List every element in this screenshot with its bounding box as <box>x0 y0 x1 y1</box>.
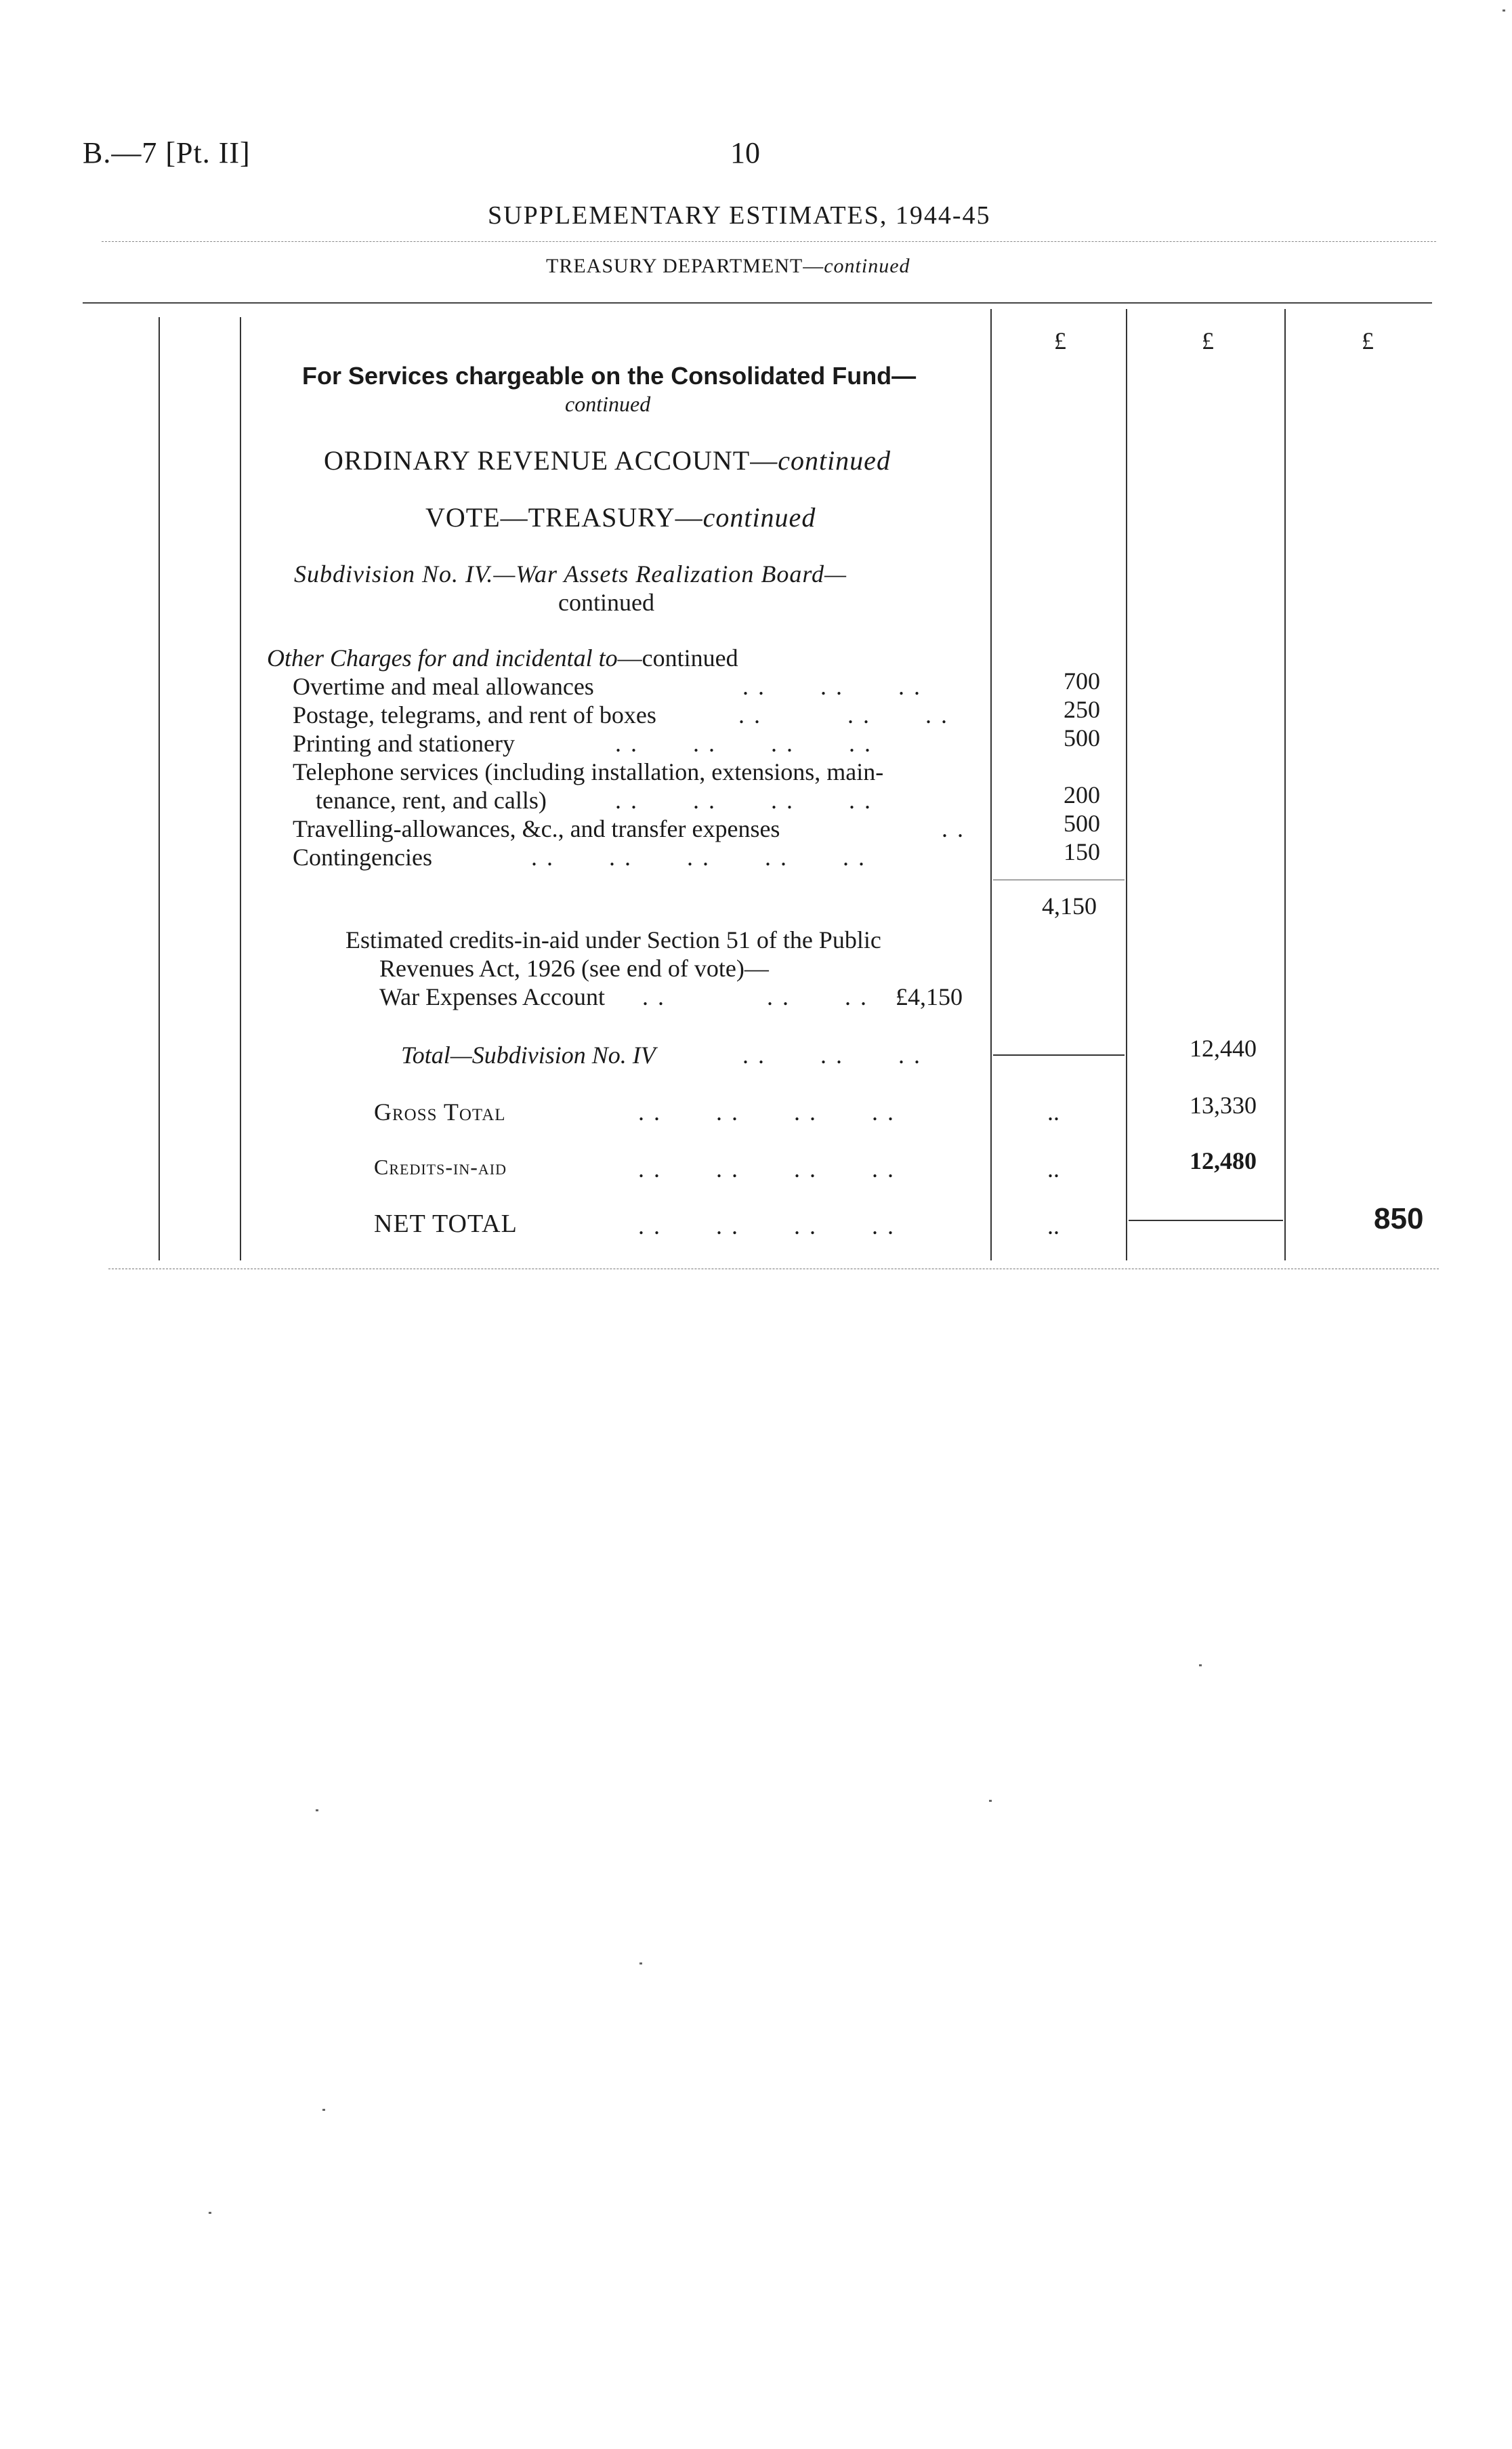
scan-speck <box>316 1809 318 1811</box>
subdivision-total-label: Total—Subdivision No. IV <box>401 1042 656 1069</box>
leader-dots: .. .. .. .. <box>638 1212 903 1239</box>
leader-dots: .. .. .. .. .. <box>531 844 874 871</box>
item-label: Postage, telegrams, and rent of boxes <box>293 701 656 728</box>
item-amount: 700 <box>1064 667 1100 695</box>
table-top-rule <box>83 302 1432 304</box>
fund-heading: For Services chargeable on the Consolidated Fund— <box>302 362 917 390</box>
item-label: Telephone services (including installation, extensions, main- <box>293 758 884 785</box>
account-name: ORDINARY REVENUE ACCOUNT— <box>324 445 778 476</box>
currency-heading-1: £ <box>1054 327 1066 354</box>
item-amount: 250 <box>1064 696 1100 723</box>
vote-name: VOTE—TREASURY— <box>425 502 703 533</box>
credits-in-aid-label: Credits-in-aid <box>374 1155 507 1179</box>
credits-in-aid-amount: 12,480 <box>1190 1147 1257 1174</box>
scan-speck <box>322 2109 325 2111</box>
net-total-amount: 850 <box>1374 1202 1424 1235</box>
leader-dots: .. .. .. .. <box>615 730 880 757</box>
currency-heading-3: £ <box>1362 327 1374 354</box>
department-name: TREASURY DEPARTMENT— <box>546 255 824 277</box>
column-rule-4 <box>1126 309 1127 1260</box>
item-amount: 500 <box>1064 724 1100 752</box>
item-amount: 500 <box>1064 810 1100 837</box>
subdivision-total-amount: 12,440 <box>1190 1035 1257 1062</box>
leader-dots: .. .. .. <box>742 673 929 700</box>
column-rule-2 <box>240 317 241 1260</box>
item-amount: 200 <box>1064 781 1100 808</box>
credits-note-line: War Expenses Account <box>379 983 605 1010</box>
other-charges-continued: —continued <box>617 644 738 672</box>
scan-speck <box>1503 9 1505 12</box>
column-rule-5 <box>1284 309 1286 1260</box>
column-rule-3 <box>990 309 992 1260</box>
leader-dots: .. .. .. .. <box>638 1098 903 1126</box>
net-total-label: NET TOTAL <box>374 1210 518 1238</box>
department-heading <box>546 255 910 278</box>
vote-continued: continued <box>702 502 816 533</box>
subdivision-heading: Subdivision No. IV.—War Assets Realization Board— <box>294 560 847 588</box>
gross-total-placeholder: .. <box>1047 1098 1059 1126</box>
leader-dots: .. <box>942 815 973 842</box>
item-label: Contingencies <box>293 844 432 871</box>
subtotal-close-rule <box>993 1054 1125 1056</box>
leader-dots: .. .. .. .. <box>638 1155 903 1182</box>
document-reference: B.—7 [Pt. II] <box>83 136 251 169</box>
header-rule <box>102 241 1436 242</box>
credits-note-line: Revenues Act, 1926 (see end of vote)— <box>379 955 769 982</box>
fund-heading-continued: continued <box>565 392 651 416</box>
gross-total-amount: 13,330 <box>1190 1092 1257 1119</box>
credits-note-line: Estimated credits-in-aid under Section 51 of the Public <box>345 926 881 953</box>
leader-dots: .. .. .. <box>742 1042 929 1069</box>
vote-heading <box>425 501 816 533</box>
net-total-rule <box>1129 1220 1283 1221</box>
other-charges-italic: Other Charges for and incidental to <box>267 644 618 672</box>
department-continued: continued <box>824 255 910 277</box>
scan-speck <box>639 1962 642 1964</box>
item-amount: 150 <box>1064 838 1100 865</box>
leader-dots: .. .. .. <box>642 983 876 1010</box>
item-label: Printing and stationery <box>293 730 515 757</box>
leader-dots: .. .. .. <box>738 701 957 728</box>
page-title: SUPPLEMENTARY ESTIMATES, 1944-45 <box>488 201 991 230</box>
page-number: 10 <box>730 136 760 169</box>
subdivision-continued: continued <box>558 589 654 616</box>
credits-in-aid-placeholder: .. <box>1047 1155 1059 1182</box>
net-total-placeholder: .. <box>1047 1212 1059 1239</box>
leader-dots: .. .. .. .. <box>615 787 880 814</box>
scan-speck <box>209 2212 211 2214</box>
account-continued: continued <box>778 445 891 476</box>
item-label: Travelling-allowances, &c., and transfer expenses <box>293 815 780 842</box>
subtotal-amount: 4,150 <box>1042 892 1097 920</box>
account-heading <box>324 445 891 476</box>
scan-speck <box>989 1800 992 1802</box>
item-label: Overtime and meal allowances <box>293 673 594 700</box>
column-rule-1 <box>159 317 160 1260</box>
currency-heading-2: £ <box>1202 327 1214 354</box>
scan-speck <box>1199 1664 1202 1666</box>
gross-total-label: Gross Total <box>374 1098 506 1126</box>
item-label-continued: tenance, rent, and calls) <box>316 787 547 814</box>
credits-note-amount: £4,150 <box>896 983 963 1010</box>
other-charges-heading <box>267 644 738 672</box>
